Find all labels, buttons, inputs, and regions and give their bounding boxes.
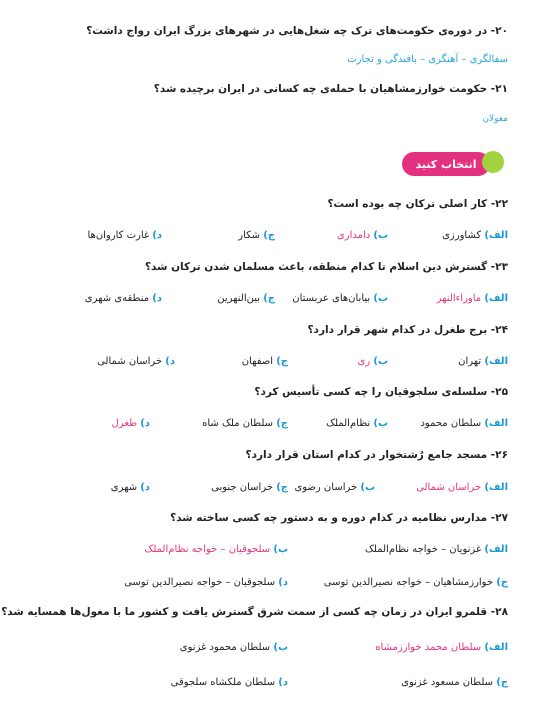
q23-option-b[interactable]: ب) بیابان‌های عربستان — [292, 293, 388, 304]
q25-option-a[interactable]: الف) سلطان محمود — [420, 418, 508, 429]
q23-option-d[interactable]: د) منطقه‌ی شهری — [84, 293, 162, 304]
question-26: ۲۶- مسجد جامع رُشتخوار در کدام استان قرار دارد؟ — [245, 449, 508, 461]
question-20: ۲۰- در دوره‌ی حکومت‌های ترک چه شغل‌هایی در شهرهای بزرگ ایران رواج داشت؟ — [86, 25, 508, 37]
q24-option-d[interactable]: د) خراسان شمالی — [97, 356, 175, 367]
q27-option-a[interactable]: الف) غزنویان – خواجه نظام‌الملک — [364, 544, 508, 555]
q28-option-b[interactable]: ب) سلطان محمود غزنوی — [179, 642, 288, 653]
question-22: ۲۲- کار اصلی ترکان چه بوده است؟ — [327, 198, 508, 210]
q24-option-b[interactable]: ب) ری — [357, 356, 388, 367]
q25-option-d[interactable]: د) طغرل — [111, 418, 150, 429]
q25-option-b[interactable]: ب) نظام‌الملک — [326, 418, 388, 429]
question-21: ۲۱- حکومت خوارزمشاهیان با حمله‌ی چه کسانی در ایران برچیده شد؟ — [153, 83, 508, 95]
q27-option-b[interactable]: ب) سلجوقیان – خواجه نظام‌الملک — [144, 544, 288, 555]
q23-option-c[interactable]: ج) بین‌النهرین — [217, 293, 275, 304]
q26-option-c[interactable]: ج) خراسان جنوبی — [211, 482, 288, 493]
q27-option-d[interactable]: د) سلجوقیان – خواجه نصیرالدین توسی — [124, 577, 288, 588]
q26-option-a[interactable]: الف) خراسان شمالی — [416, 482, 508, 493]
q22-option-c[interactable]: ج) شکار — [238, 230, 275, 241]
question-25: ۲۵- سلسله‌ی سلجوقیان را چه کسی تأسیس کرد؟ — [254, 386, 508, 398]
header-dot-icon — [482, 151, 504, 173]
q22-option-d[interactable]: د) غارت کاروان‌ها — [87, 230, 162, 241]
question-27: ۲۷- مدارس نظامیه در کدام دوره و به دستور چه کسی ساخته شد؟ — [170, 512, 508, 524]
q28-option-d[interactable]: د) سلطان ملکشاه سلجوقی — [170, 677, 288, 688]
question-23: ۲۳- گسترش دین اسلام تا کدام منطقه، باعث مسلمان شدن ترکان شد؟ — [144, 261, 508, 273]
q25-option-c[interactable]: ج) سلطان ملک شاه — [202, 418, 288, 429]
section-header-label: انتخاب کنید — [402, 152, 490, 176]
q26-option-b[interactable]: ب) خراسان رضوی — [294, 482, 375, 493]
q22-option-b[interactable]: ب) دامداری — [336, 230, 388, 241]
q27-option-c[interactable]: ج) خوارزمشاهیان – خواجه نصیرالدین توسی — [323, 577, 508, 588]
q28-option-c[interactable]: ج) سلطان مسعود غزنوی — [401, 677, 508, 688]
question-24: ۲۴- برج طغرل در کدام شهر قرار دارد؟ — [307, 324, 508, 336]
answer-21: مغولان — [482, 114, 508, 124]
q24-option-c[interactable]: ج) اصفهان — [241, 356, 288, 367]
question-28: ۲۸- قلمرو ایران در زمان چه کسی از سمت شرق گسترش یافت و کشور ما با مغول‌ها همسایه شد؟ — [1, 606, 508, 618]
q22-option-a[interactable]: الف) کشاورزی — [442, 230, 508, 241]
q23-option-a[interactable]: الف) ماوراءالنهر — [436, 293, 508, 304]
section-header — [394, 150, 490, 178]
q24-option-a[interactable]: الف) تهران — [458, 356, 508, 367]
q26-option-d[interactable]: د) شهری — [110, 482, 150, 493]
q28-option-a[interactable]: الف) سلطان محمد خوارزمشاه — [375, 642, 508, 653]
answer-20: سفالگری – آهنگری – بافندگی و تجارت — [347, 54, 508, 65]
